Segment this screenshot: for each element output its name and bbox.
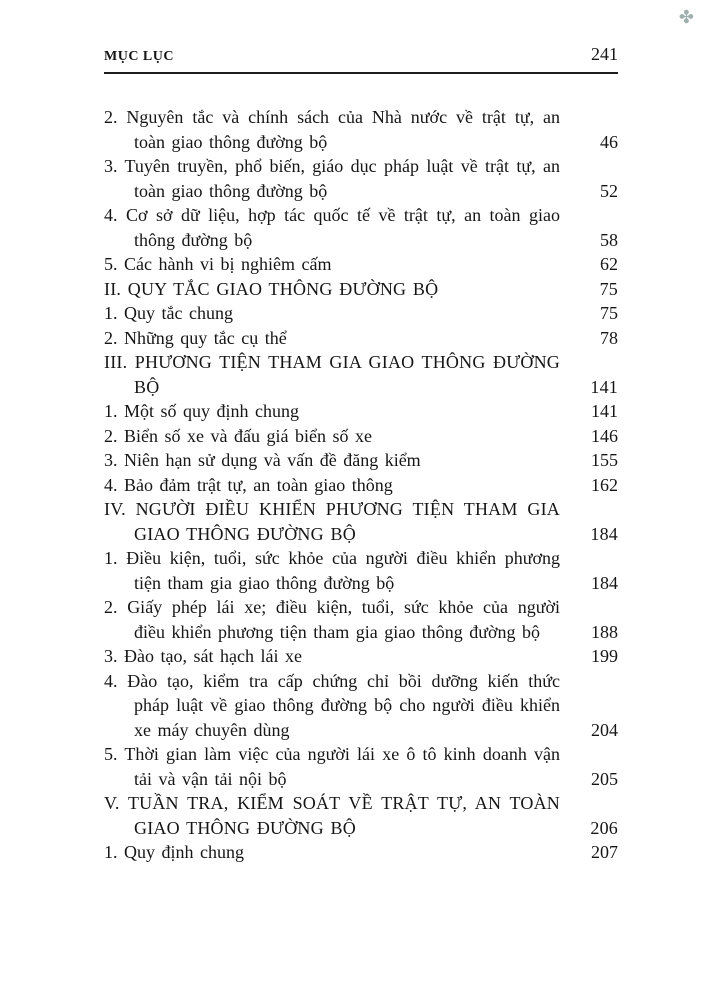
toc-item-title: 2. Nguyên tắc và chính sách của Nhà nước về trật tự, an toàn giao thông đường bộ	[104, 107, 560, 152]
toc-item-title: 1. Quy tắc chung	[104, 303, 233, 323]
toc-item	[104, 301, 618, 326]
toc-item-page: 184	[590, 523, 618, 544]
page-header	[104, 44, 618, 65]
toc-item-page: 75	[600, 303, 618, 323]
toc-item	[104, 595, 618, 644]
toc-item-page: 162	[591, 474, 618, 495]
toc-item-page: 146	[591, 425, 618, 446]
toc-item	[104, 326, 618, 351]
toc-item-page: 155	[591, 450, 618, 470]
toc-item-page: 58	[600, 229, 618, 250]
toc-item-page: 62	[600, 254, 618, 274]
toc-item-page: 141	[591, 401, 618, 421]
toc-item-page: 205	[591, 768, 618, 789]
toc-item	[104, 424, 618, 449]
toc-item-page: 141	[590, 376, 618, 397]
toc-item	[104, 742, 618, 791]
toc-item-title: III. PHƯƠNG TIỆN THAM GIA GIAO THÔNG ĐƯỜNG BỘ	[104, 352, 560, 397]
header-rule	[104, 72, 618, 74]
table-of-contents	[104, 105, 618, 865]
page-header-title: MỤC LỤC	[104, 49, 174, 64]
toc-item	[104, 105, 618, 154]
toc-item-page: 75	[599, 278, 618, 299]
toc-item	[104, 840, 618, 865]
toc-item-page: 188	[591, 621, 618, 642]
toc-item	[104, 669, 618, 743]
toc-item-title: IV. NGƯỜI ĐIỀU KHIỂN PHƯƠNG TIỆN THAM GIA GIAO THÔNG ĐƯỜNG BỘ	[104, 499, 560, 544]
toc-item-title: 5. Thời gian làm việc của người lái xe ô tô kinh doanh vận tải và vận tải nội bộ	[104, 744, 560, 789]
toc-item	[104, 277, 618, 302]
toc-item-title: 3. Tuyên truyền, phổ biến, giáo dục pháp luật về trật tự, an toàn giao thông đường bộ	[104, 156, 560, 201]
toc-item-title: 2. Giấy phép lái xe; điều kiện, tuổi, sức khỏe của người điều khiển phương tiện tham gia giao thông đường bộ	[104, 597, 560, 642]
toc-item	[104, 154, 618, 203]
toc-item	[104, 399, 618, 424]
toc-item-title: 4. Cơ sở dữ liệu, hợp tác quốc tế về trật tự, an toàn giao thông đường bộ	[104, 205, 560, 250]
toc-item	[104, 473, 618, 498]
toc-item	[104, 448, 618, 473]
toc-item-title: 2. Biển số xe và đấu giá biển số xe	[104, 425, 372, 446]
toc-item	[104, 252, 618, 277]
toc-item-page: 78	[600, 327, 618, 348]
toc-item-page: 204	[591, 719, 618, 740]
page-number: 241	[591, 44, 618, 64]
toc-item-title: 2. Những quy tắc cụ thể	[104, 327, 287, 348]
toc-item	[104, 644, 618, 669]
toc-item-title: V. TUẦN TRA, KIỂM SOÁT VỀ TRẬT TỰ, AN TOÀN GIAO THÔNG ĐƯỜNG BỘ	[104, 793, 560, 838]
toc-item	[104, 791, 618, 840]
toc-item-page: 199	[591, 646, 618, 666]
toc-item	[104, 350, 618, 399]
toc-item	[104, 546, 618, 595]
toc-item-page: 207	[591, 842, 618, 862]
flower-ornament-icon: ✤	[678, 7, 694, 27]
toc-item-title: 1. Điều kiện, tuổi, sức khỏe của người điều khiển phương tiện tham gia giao thông đường bộ	[104, 548, 560, 593]
toc-item-page: 46	[600, 131, 618, 152]
toc-item-title: 1. Một số quy định chung	[104, 401, 300, 421]
toc-item-title: 3. Đào tạo, sát hạch lái xe	[104, 646, 302, 666]
toc-item-title: 1. Quy định chung	[104, 842, 244, 862]
toc-item-page: 184	[591, 572, 618, 593]
toc-item-title: 3. Niên hạn sử dụng và vấn đề đăng kiểm	[104, 450, 421, 470]
toc-item-title: 4. Đào tạo, kiểm tra cấp chứng chỉ bồi dưỡng kiến thức pháp luật về giao thông đường bộ cho người điều khiển xe máy chuyên dùng	[104, 670, 560, 740]
toc-item-title: 5. Các hành vi bị nghiêm cấm	[104, 254, 332, 274]
toc-item-title: 4. Bảo đảm trật tự, an toàn giao thông	[104, 474, 393, 495]
page-content	[104, 44, 618, 865]
toc-item	[104, 497, 618, 546]
toc-item	[104, 203, 618, 252]
toc-item-page: 52	[600, 180, 618, 201]
toc-item-title: II. QUY TẮC GIAO THÔNG ĐƯỜNG BỘ	[104, 278, 439, 299]
toc-item-page: 206	[590, 817, 618, 838]
